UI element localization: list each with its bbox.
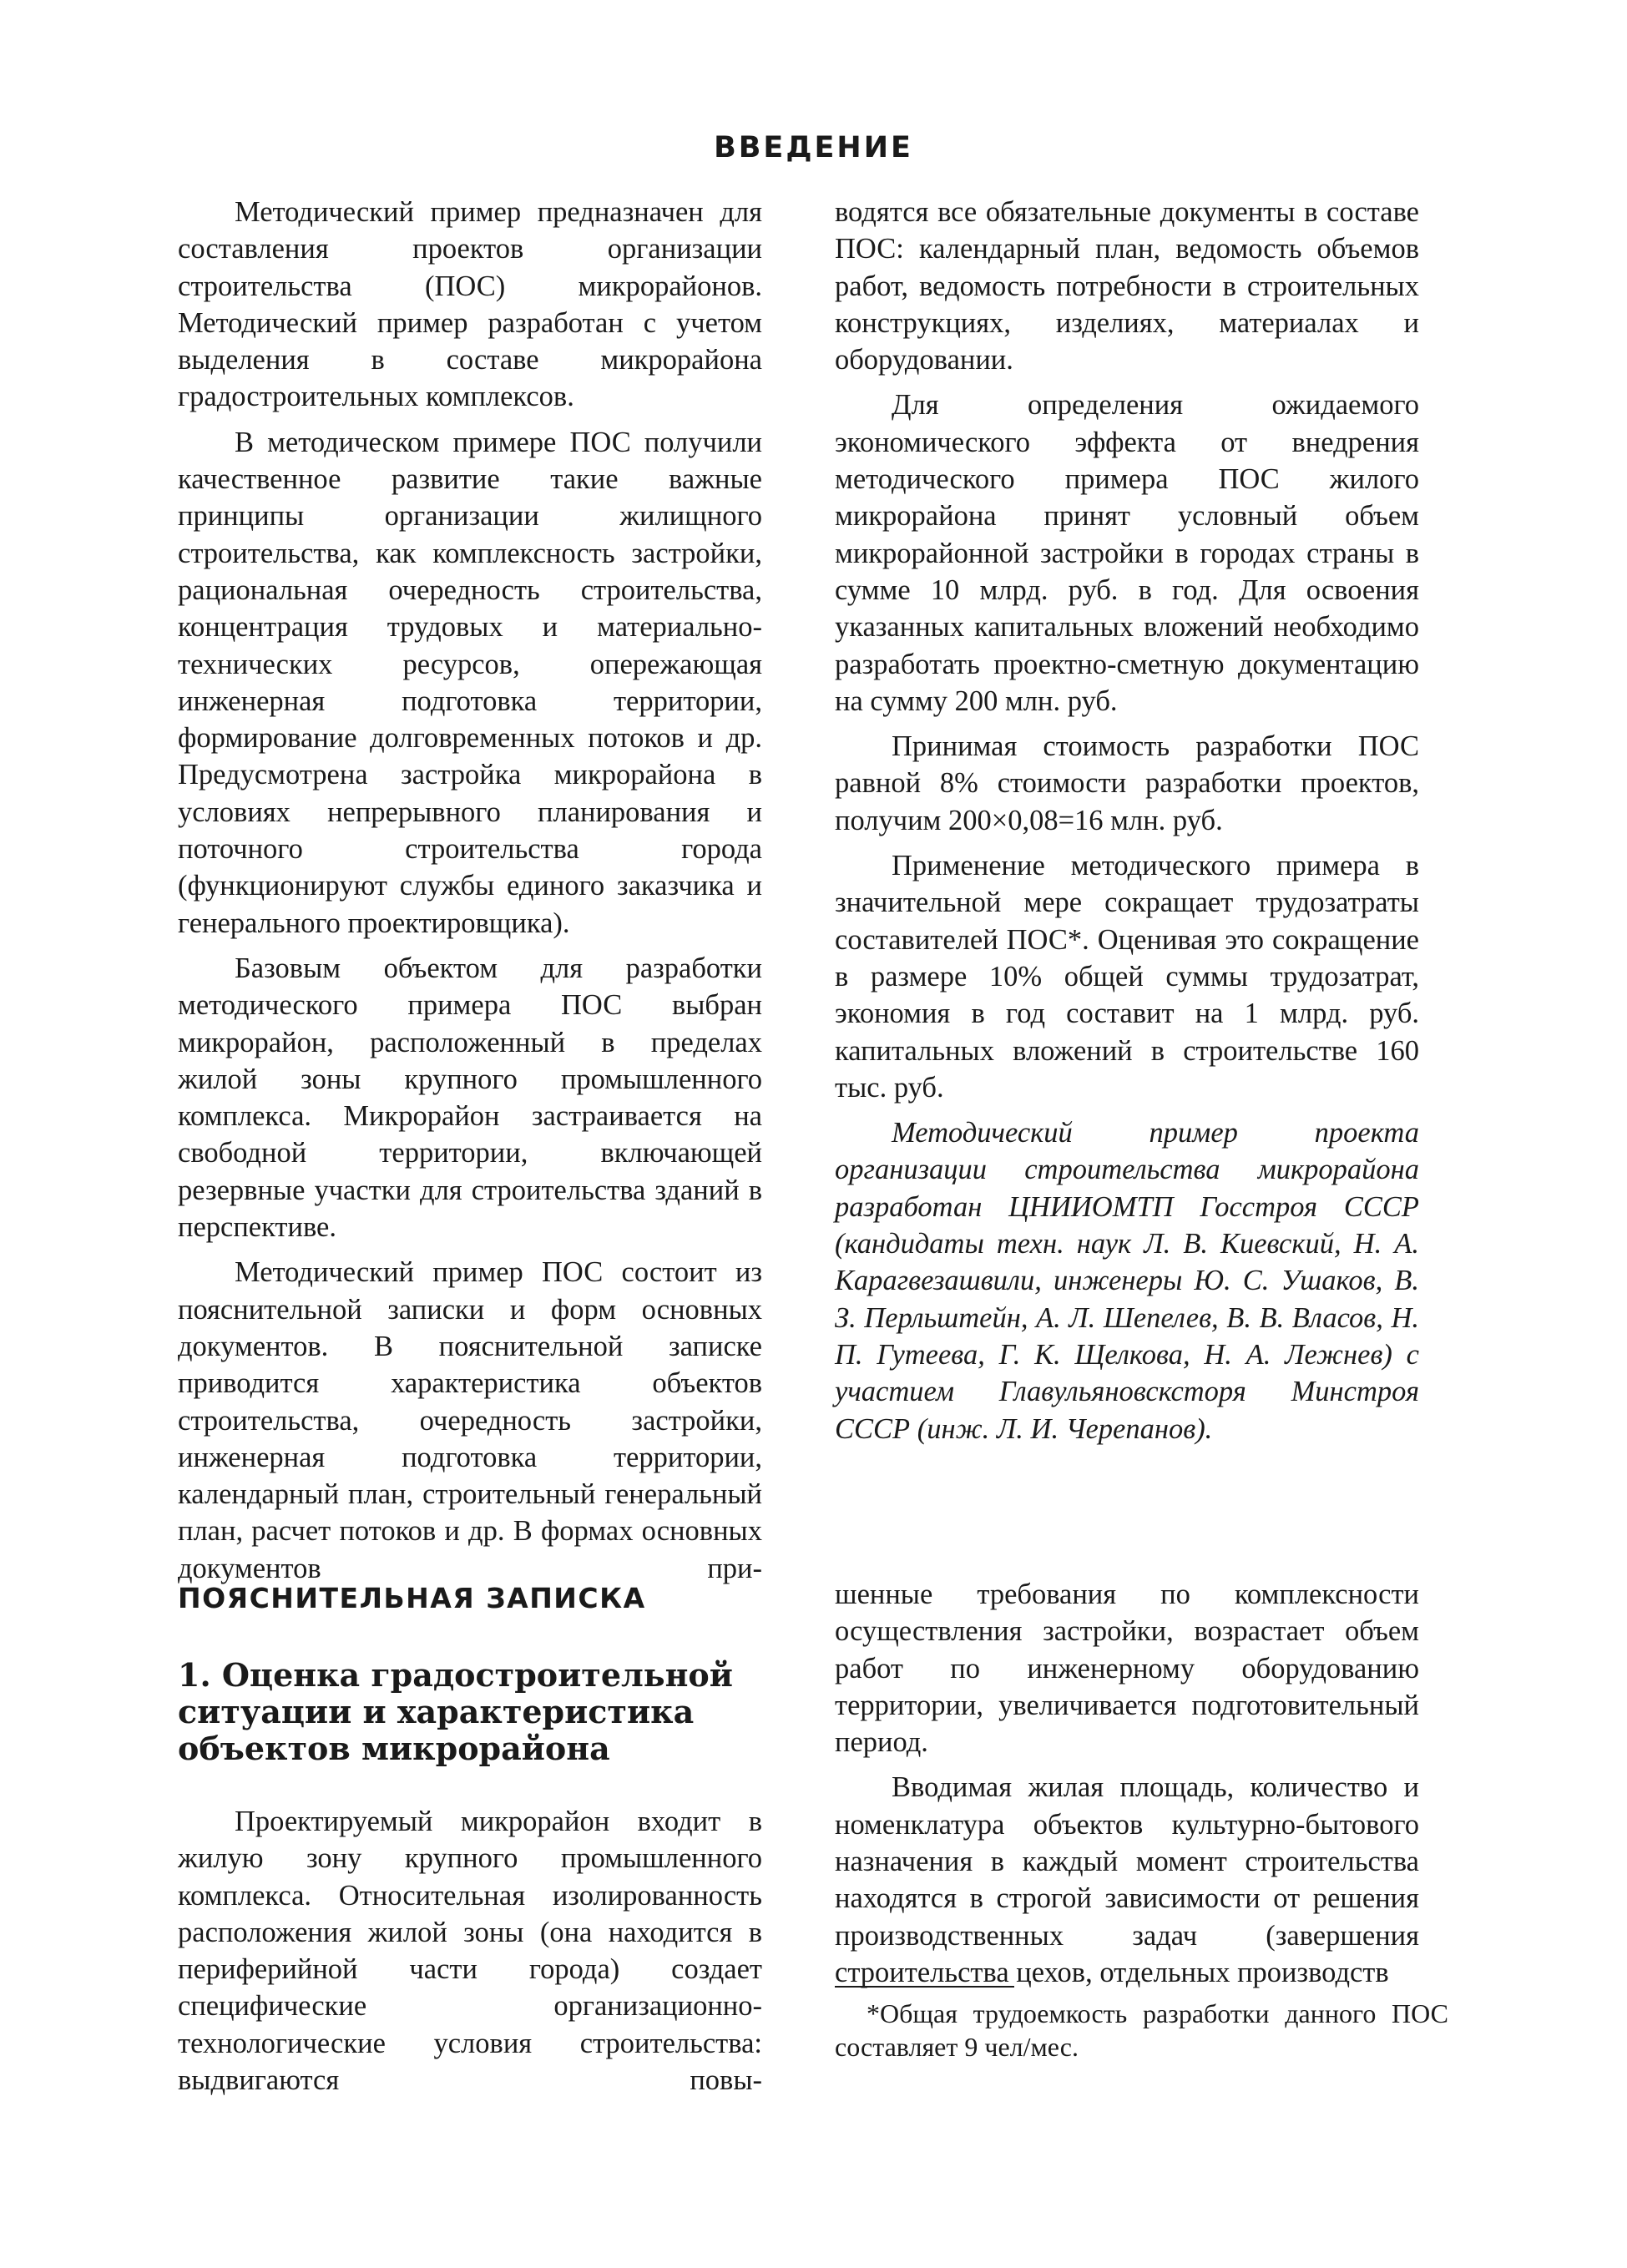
note-left-column [178, 1803, 762, 2107]
footnote-divider [835, 1986, 1014, 1988]
intro-paragraph-6: Для определения ожидаемого экономического эффекта от внедрения методического примера ПОС жилого микрорайона принят условный объем микрорайонной застройки в городах страны в сумме 10 млрд. руб. в год. Для освоения указанных капитальных вложений необходимо разработать проектно-сметную документацию на сумму 200 млн. руб. [835, 389, 1419, 717]
intro-paragraph-1: Методический пример предназначен для составления проектов организации строительства (ПОС) микрорайонов. Методический пример разработан с учетом выделения в составе микрорайона градостроительных комплексов. [178, 196, 762, 413]
intro-paragraph-8: Применение методического примера в значительной мере сокращает трудозатраты составителей ПОС*. Оценивая это сокращение в размере 10% общей суммы трудозатрат, экономия в год составит на 1 млрд. руб. капитальных вложений в строительстве 160 тыс. руб. [835, 850, 1419, 1104]
intro-left-column [178, 194, 762, 1595]
note-right-column [835, 1576, 1419, 1999]
intro-right-column [835, 194, 1419, 1456]
section-title: ПОЯСНИТЕЛЬНАЯ ЗАПИСКА [178, 1582, 646, 1614]
footnote-text: *Общая трудоемкость разработки данного ПОС составляет 9 чел/мес. [835, 1998, 1448, 2062]
intro-paragraph-4: Методический пример ПОС состоит из пояснительной записки и форм основных документов. В пояснительной записке приводится характеристика объектов строительства, очередность застройки, инженерная подготовка территории, календарный план, строительный генеральный план, расчет потоков и др. В формах основных документов при- [178, 1256, 762, 1584]
subsection-title: 1. Оценка градостроительной ситуации и характеристика объектов микрорайона [178, 1656, 733, 1767]
note-paragraph-1: Проектируемый микрорайон входит в жилую зону крупного промышленного комплекса. Относительная изолированность расположения жилой зоны (она находится в периферийной части города) создает специфические организационно-технологические условия строительства: выдвигаются повы- [178, 1806, 762, 2097]
note-paragraph-2: шенные требования по комплексности осуществления застройки, возрастает объем работ по инженерному оборудованию территории, увеличивается подготовительный период. [835, 1579, 1419, 1759]
footnote [835, 1997, 1448, 2063]
intro-paragraph-3: Базовым объектом для разработки методического примера ПОС выбран микрорайон, расположенный в пределах жилой зоны крупного промышленного комплекса. Микрорайон застраивается на свободной территории, включающей резервные участки для строительства зданий в перспективе. [178, 952, 762, 1244]
intro-heading: ВВЕДЕНИЕ [714, 131, 913, 164]
intro-credits-paragraph: Методический пример проекта организации строительства микрорайона разработан ЦНИИОМТП Госстроя СССР (кандидаты техн. наук Л. В. Киевский, Н. А. Карагвезашвили, инженеры Ю. С. Ушаков, В. З. Перльштейн, А. Л. Шепелев, В. В. Власов, Н. П. Гутеева, Г. К. Щелкова, Н. А. Лежнев) с участием Главульяновсксторя Минстроя СССР (инж. Л. И. Черепанов). [835, 1117, 1419, 1445]
note-paragraph-3: Вводимая жилая площадь, количество и номенклатура объектов культурно-бытового назначения в каждый момент строительства находятся в строгой зависимости от решения производственных задач (завершения строительства цехов, отдельных производств [835, 1771, 1419, 1988]
intro-paragraph-5: водятся все обязательные документы в составе ПОС: календарный план, ведомость объемов работ, ведомость потребности в строительных конструкциях, изделиях, материалах и оборудовании. [835, 196, 1419, 376]
intro-paragraph-2: В методическом примере ПОС получили качественное развитие такие важные принципы организации жилищного строительства, как комплексность застройки, рациональная очередность строительства, концентрация трудовых и материально-технических ресурсов, опережающая инженерная подготовка территории, формирование долговременных потоков и др. Предусмотрена застройка микрорайона в условиях непрерывного планирования и поточного строительства города (функционируют службы единого заказчика и генерального проектировщика). [178, 426, 762, 939]
intro-paragraph-7: Принимая стоимость разработки ПОС равной 8% стоимости разработки проектов, получим 200×0,08=16 млн. руб. [835, 730, 1419, 836]
